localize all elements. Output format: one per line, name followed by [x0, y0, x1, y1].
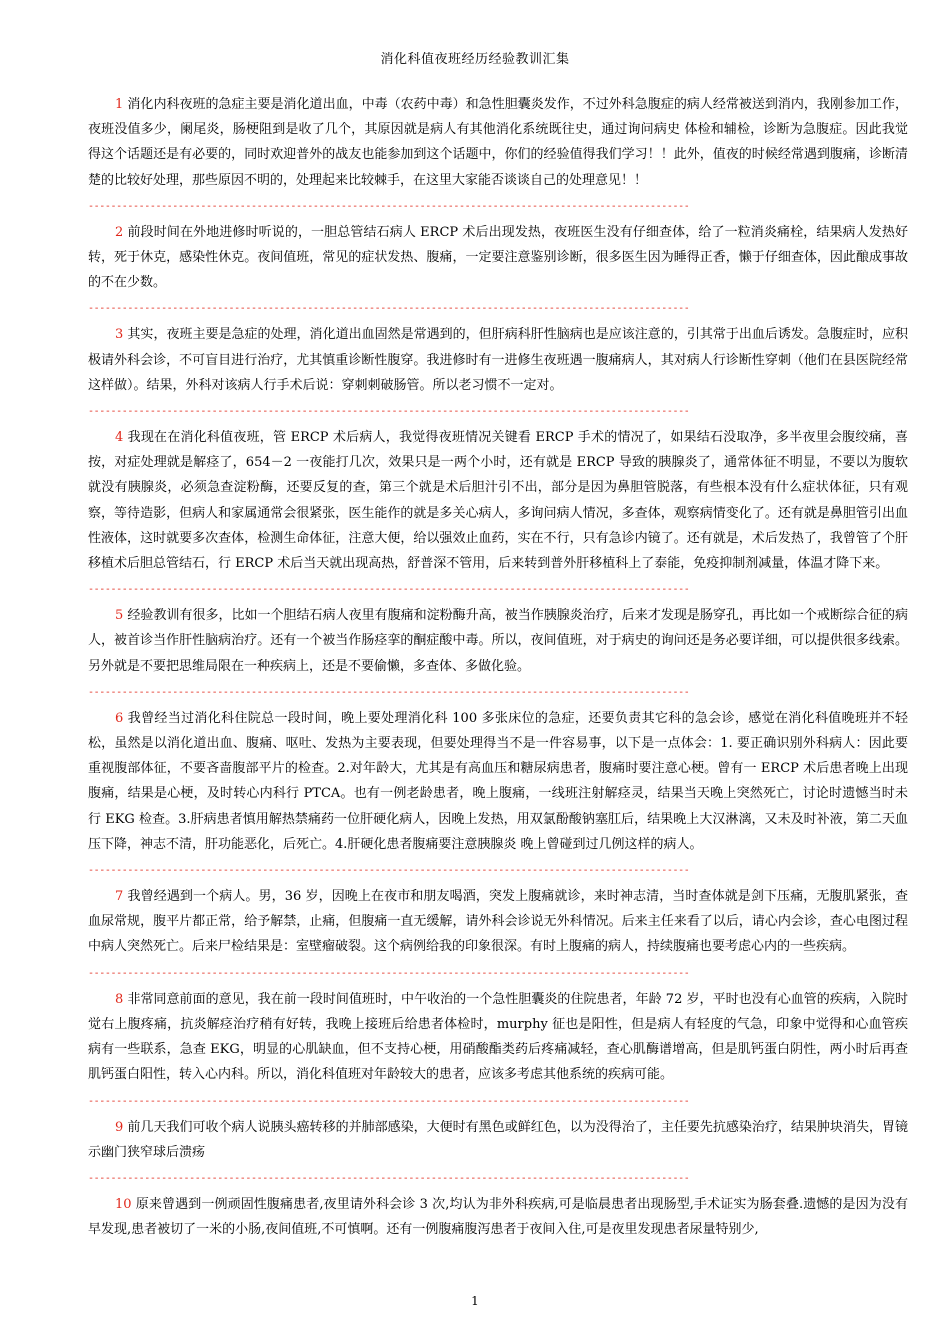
separator-line: ----------------------------------------------------------------------------------------------------------- — [88, 865, 690, 877]
paragraph-text: 前几天我们可收个病人说胰头癌转移的并肺部感染，大便时有黑色或鲜红色，以为没得治了，主任要先抗感染治疗，结果肿块消失，胃镜示幽门狭窄球后溃疡 — [88, 1119, 908, 1160]
paragraph-2 — [88, 220, 908, 296]
paragraph-number: 1 — [115, 97, 124, 112]
paragraph-number: 2 — [115, 224, 124, 240]
paragraph-text: 我曾经当过消化科住院总一段时间，晚上要处理消化科 100 多张床位的急症，还要负责其它科的急会诊，感觉在消化科值晚班并不轻松，虽然是以消化道出血、腹痛、呕吐、发热为主要表现，但要处理得当不是一件容易事，以下是一点体会：1. 要正确识别外科病人：因此要重视腹部体征，不要吝啬腹部平片的检查。2.对年龄大，尤其是有高血压和糖尿病患者，腹痛时要注意心梗。曾有一 ERCP 术后患者晚上出现腹痛，结果是心梗，及时转心内科行 PTCA。也有一例老龄患者，晚上腹痛，一线班注射解痉灵，结果当天晚上突然死亡，讨论时遗憾当时未行 EKG 检查。3.肝病患者慎用解热禁痛药一位肝硬化病人，因晚上发热，用双氯酚酸钠塞肛后，结果晚上大汉淋漓，又未及时补液，第二天血压下降，神志不清，肝功能恶化，后死亡。4.肝硬化患者腹痛要注意胰腺炎 晚上曾碰到过几例这样的病人。 — [88, 710, 908, 852]
paragraph-number: 3 — [115, 327, 124, 343]
paragraph-4 — [88, 425, 908, 576]
paragraph-number: 5 — [115, 608, 124, 624]
document-body — [88, 92, 908, 1242]
paragraph-text: 经验教训有很多，比如一个胆结石病人夜里有腹痛和淀粉酶升高，被当作胰腺炎治疗，后来才发现是肠穿孔，再比如一个戒断综合征的病人，被首诊当作肝性脑病治疗。还有一个被当作肠痉挛的酮症酸中毒。所以，夜间值班，对于病史的询问还是务必要详细，可以提供很多线索。另外就是不要把思维局限在一种疾病上，还是不要偷懒，多查体、多做化验。 — [88, 608, 908, 674]
paragraph-6 — [88, 706, 908, 857]
paragraph-text: 我曾经遇到一个病人。男，36 岁，因晚上在夜市和朋友喝酒，突发上腹痛就诊，来时神志清，当时查体就是剑下压痛，无腹肌紧张，查血尿常规，腹平片都正常，给予解禁，止痛，但腹痛一直无缓解，请外科会诊说无外科情况。后来主任来看了以后，请心内会诊，查心电图过程中病人突然死亡。后来尸检结果是：室壁瘤破裂。这个病例给我的印象很深。有时上腹痛的病人，持续腹痛也要考虑心内的一些疾病。 — [88, 889, 908, 955]
page-number: 1 — [471, 1294, 479, 1308]
paragraph-number: 6 — [115, 710, 124, 726]
paragraph-number: 4 — [115, 430, 124, 446]
separator-line: ----------------------------------------------------------------------------------------------------------- — [88, 303, 690, 315]
paragraph-number: 7 — [115, 889, 124, 905]
paragraph-number: 9 — [115, 1119, 124, 1135]
paragraph-text: 非常同意前面的意见，我在前一段时间值班时，中午收治的一个急性胆囊炎的住院患者，年龄 72 岁，平时也没有心血管的疾病，入院时觉右上腹疼痛，抗炎解痉治疗稍有好转，我晚上接班后给患者体检时，murphy 征也是阳性，但是病人有轻度的气急，印象中觉得和心血管疾病有一些联系，急查 EKG，明显的心肌缺血，但不支持心梗，用硝酸酯类药后疼痛减轻，查心肌酶谱增高，但是肌钙蛋白阴性，两小时后再查肌钙蛋白阳性，转入心内科。所以，消化科值班对年龄较大的患者，应该多考虑其他系统的疾病可能。 — [88, 991, 908, 1083]
paragraph-10 — [88, 1192, 908, 1242]
paragraph-9 — [88, 1115, 908, 1165]
separator-line: ----------------------------------------------------------------------------------------------------------- — [88, 1095, 690, 1107]
paragraph-text: 消化内科夜班的急症主要是消化道出血，中毒（农药中毒）和急性胆囊炎发作，不过外科急腹症的病人经常被送到消内，我刚参加工作，夜班没值多少，阑尾炎，肠梗阻到是收了几个，其原因就是病人有其他消化系统既往史，通过询问病史 体检和辅检，诊断为急腹症。因此我觉得这个话题还是有必要的，同时欢迎普外的战友也能参加到这个话题中，你们的经验值得我们学习！！此外，值夜的时候经常遇到腹痛，诊断清楚的比较好处理，那些原因不明的，处理起来比较棘手，在这里大家能否谈谈自己的处理意见！！ — [88, 97, 908, 188]
separator-line: ----------------------------------------------------------------------------------------------------------- — [88, 584, 690, 596]
paragraph-text: 原来曾遇到一例顽固性腹痛患者,夜里请外科会诊 3 次,均认为非外科疾病,可是临晨患者出现肠型,手术证实为肠套叠.遗憾的是因为没有早发现,患者被切了一米的小肠,夜间值班,不可慎啊。还有一例腹痛腹泻患者于夜间入住,可是夜里发现患者尿量特别少, — [88, 1196, 908, 1238]
paragraph-1 — [88, 92, 908, 193]
paragraph-7 — [88, 884, 908, 960]
paragraph-8 — [88, 987, 908, 1088]
separator-line: ----------------------------------------------------------------------------------------------------------- — [88, 686, 690, 698]
paragraph-5 — [88, 603, 908, 679]
separator-line: ----------------------------------------------------------------------------------------------------------- — [88, 200, 690, 212]
paragraph-text: 其实，夜班主要是急症的处理，消化道出血固然是常遇到的，但肝病科肝性脑病也是应该注意的，引其常于出血后诱发。急腹症时，应积极请外科会诊，不可盲目进行治疗，尤其慎重诊断性腹穿。我进修时有一进修生夜班遇一腹痛病人，其对病人行诊断性穿刺（他们在县医院经常这样做）。结果，外科对该病人行手术后说：穿刺刺破肠管。所以老习惯不一定对。 — [88, 327, 908, 393]
paragraph-number: 8 — [115, 991, 124, 1007]
separator-line: ----------------------------------------------------------------------------------------------------------- — [88, 406, 690, 418]
separator-line: ----------------------------------------------------------------------------------------------------------- — [88, 1172, 690, 1184]
paragraph-number: 10 — [115, 1196, 132, 1212]
paragraph-3 — [88, 322, 908, 398]
paragraph-text: 前段时间在外地进修时听说的，一胆总管结石病人 ERCP 术后出现发热，夜班医生没有仔细查体，给了一粒消炎痛栓，结果病人发热好转，死于休克，感染性休克。夜间值班，常见的症状发热、腹痛，一定要注意鉴别诊断，很多医生因为睡得正香，懒于仔细查体，因此酿成事故的不在少数。 — [88, 224, 908, 291]
separator-line: ----------------------------------------------------------------------------------------------------------- — [88, 967, 690, 979]
paragraph-text: 我现在在消化科值夜班，管 ERCP 术后病人，我觉得夜班情况关键看 ERCP 手术的情况了，如果结石没取净，多半夜里会腹绞痛，喜按，对症处理就是解痉了，654－2 一夜能打几次，效果只是一两个小时，还有就是 ERCP 导致的胰腺炎了，通常体征不明显，不要以为腹软就没有胰腺炎，必须急查淀粉酶，还要反复的查，第三个就是术后胆汁引不出，部分是因为鼻胆管脱落，有些根本没有什么症状体征，只有观察，等待造影，但病人和家属通常会很紧张，医生能作的就是多关心病人，多询问病人情况，多查体，观察病情变化了。还有就是鼻胆管引出血性液体，这时就要多次查体，检测生命体征，注意大便，给以强效止血药，实在不行，只有急诊内镜了。还有就是，术后发热了，我曾管了个肝移植术后胆总管结石，行 ERCP 术后当天就出现高热，舒普深不管用，后来转到普外肝移植科上了泰能，免疫抑制剂减量，体温才降下来。 — [88, 430, 908, 572]
document-title: 消化科值夜班经历经验教训汇集 — [380, 52, 570, 67]
